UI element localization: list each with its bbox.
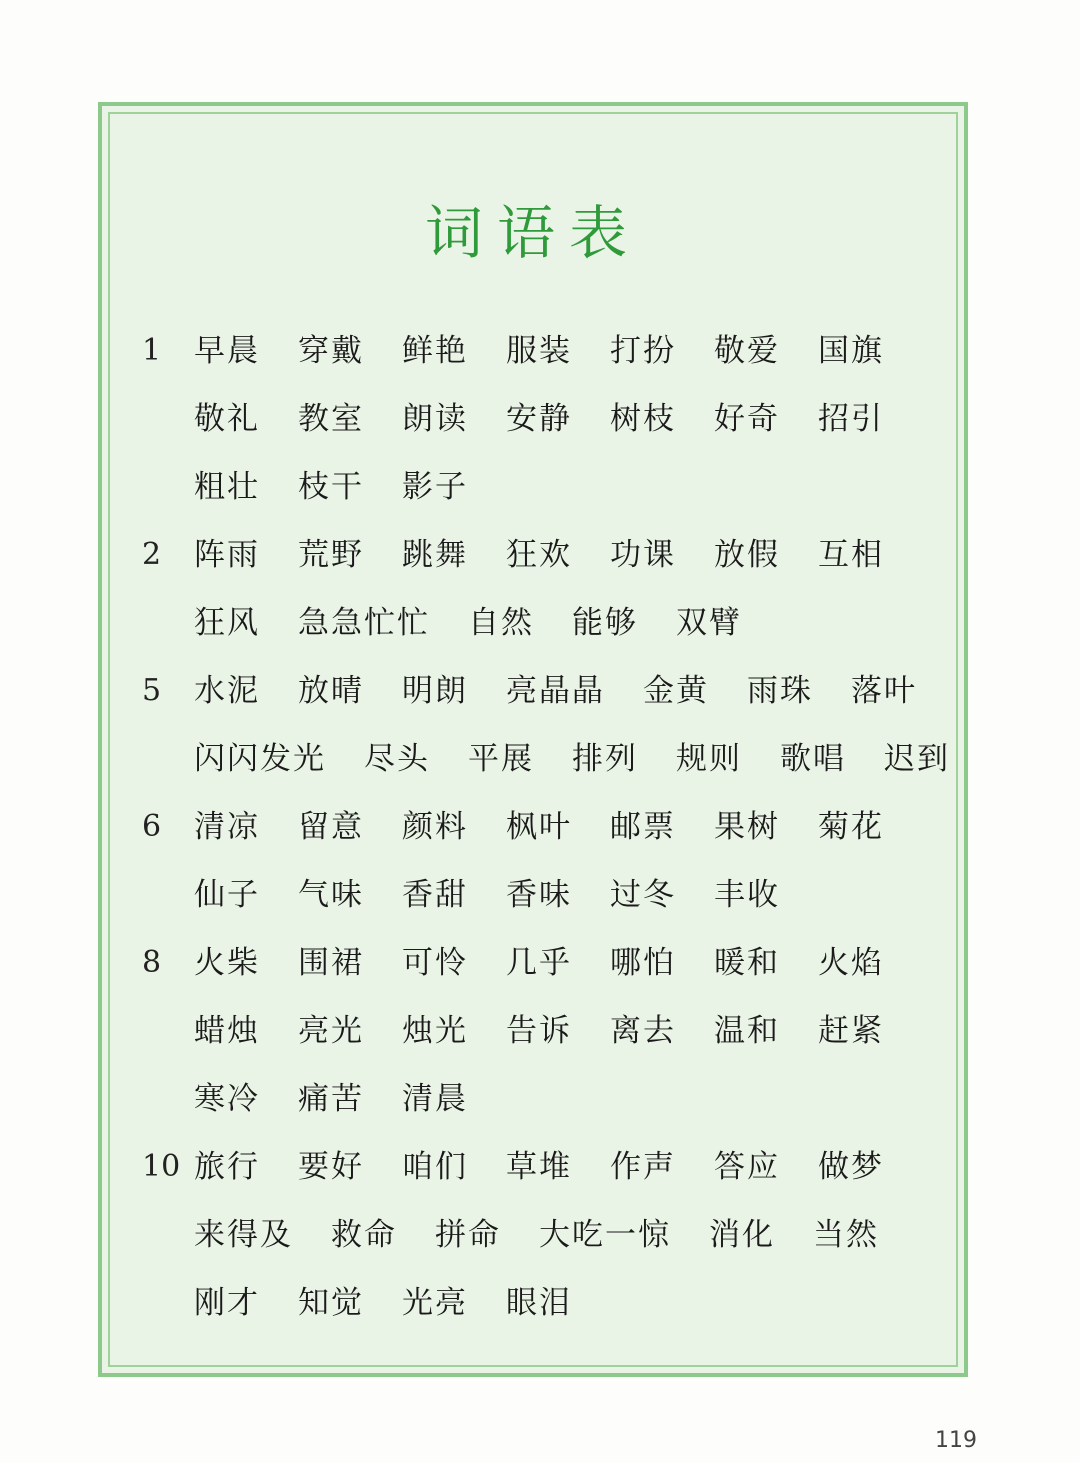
vocabulary-word: 粗壮 (194, 469, 260, 505)
word-group (194, 462, 954, 512)
word-line (102, 666, 964, 716)
word-line (102, 802, 964, 852)
vocabulary-word: 鲜艳 (402, 333, 468, 369)
vocabulary-word: 气味 (298, 877, 364, 913)
vocabulary-word: 早晨 (194, 333, 260, 369)
vocabulary-word: 果树 (714, 809, 780, 845)
vocabulary-word: 水泥 (194, 673, 260, 709)
vocabulary-word: 草堆 (506, 1149, 572, 1185)
vocabulary-word: 赶紧 (818, 1013, 884, 1049)
word-line (102, 394, 964, 444)
lesson-number: 10 (142, 1149, 181, 1184)
vocabulary-word: 离去 (610, 1013, 676, 1049)
vocabulary-word: 菊花 (818, 809, 884, 845)
word-group (194, 666, 954, 716)
word-line (102, 1142, 964, 1192)
vocabulary-word: 清凉 (194, 809, 260, 845)
word-line (102, 734, 964, 784)
vocabulary-word: 哪怕 (610, 945, 676, 981)
vocabulary-word: 几乎 (506, 945, 572, 981)
vocabulary-word: 狂欢 (506, 537, 572, 573)
word-line (102, 1074, 964, 1124)
vocabulary-word: 亮晶晶 (506, 673, 605, 709)
vocabulary-word: 火焰 (818, 945, 884, 981)
vocabulary-word: 仙子 (194, 877, 260, 913)
vocabulary-word: 明朗 (402, 673, 468, 709)
word-group (194, 1278, 954, 1328)
word-line (102, 938, 964, 988)
word-line (102, 598, 964, 648)
vocabulary-word: 金黄 (643, 673, 709, 709)
page-number: 119 (935, 1428, 977, 1453)
vocabulary-word: 围裙 (298, 945, 364, 981)
vocabulary-word: 过冬 (610, 877, 676, 913)
vocabulary-word: 平展 (468, 741, 534, 777)
word-group (194, 598, 954, 648)
vocabulary-word: 安静 (506, 401, 572, 437)
vocabulary-word: 闪闪发光 (194, 741, 326, 777)
vocabulary-word: 蜡烛 (194, 1013, 260, 1049)
vocabulary-word: 颜料 (402, 809, 468, 845)
vocabulary-word: 枫叶 (506, 809, 572, 845)
vocabulary-word: 旅行 (194, 1149, 260, 1185)
word-line (102, 870, 964, 920)
vocabulary-word: 眼泪 (506, 1285, 572, 1321)
vocabulary-word: 功课 (610, 537, 676, 573)
vocabulary-word: 急急忙忙 (298, 605, 430, 641)
vocabulary-word: 能够 (572, 605, 638, 641)
vocabulary-word: 尽头 (364, 741, 430, 777)
vocabulary-word: 光亮 (402, 1285, 468, 1321)
vocabulary-word: 排列 (572, 741, 638, 777)
vocabulary-word: 痛苦 (298, 1081, 364, 1117)
vocabulary-word: 可怜 (402, 945, 468, 981)
vocabulary-word: 火柴 (194, 945, 260, 981)
vocabulary-word: 敬礼 (194, 401, 260, 437)
vocabulary-word: 告诉 (506, 1013, 572, 1049)
vocabulary-word: 答应 (714, 1149, 780, 1185)
vocabulary-word: 歌唱 (780, 741, 846, 777)
word-group (194, 1210, 954, 1260)
page-title: 词语表 (424, 199, 641, 267)
word-line (102, 1006, 964, 1056)
vocabulary-word: 亮光 (298, 1013, 364, 1049)
vocabulary-word: 雨珠 (747, 673, 813, 709)
vocabulary-word: 自然 (468, 605, 534, 641)
vocabulary-word: 规则 (676, 741, 742, 777)
vocabulary-word: 国旗 (818, 333, 884, 369)
vocabulary-word: 教室 (298, 401, 364, 437)
vocabulary-word: 双臂 (676, 605, 742, 641)
vocabulary-word: 寒冷 (194, 1081, 260, 1117)
word-group (194, 1074, 954, 1124)
vocabulary-word: 影子 (402, 469, 468, 505)
vocabulary-word: 丰收 (714, 877, 780, 913)
vocabulary-word: 阵雨 (194, 537, 260, 573)
lesson-number: 8 (142, 945, 162, 980)
word-line (102, 1210, 964, 1260)
vocabulary-word: 放假 (714, 537, 780, 573)
vocabulary-word: 狂风 (194, 605, 260, 641)
vocabulary-word: 救命 (331, 1217, 397, 1253)
vocabulary-word: 温和 (714, 1013, 780, 1049)
vocabulary-word: 香甜 (402, 877, 468, 913)
vocabulary-word: 香味 (506, 877, 572, 913)
word-list-panel (98, 102, 968, 1377)
word-group (194, 530, 954, 580)
lesson-number: 1 (142, 333, 162, 368)
vocabulary-word: 清晨 (402, 1081, 468, 1117)
vocabulary-word: 穿戴 (298, 333, 364, 369)
vocabulary-word: 拼命 (435, 1217, 501, 1253)
vocabulary-word: 暖和 (714, 945, 780, 981)
vocabulary-word: 跳舞 (402, 537, 468, 573)
vocabulary-word: 服装 (506, 333, 572, 369)
word-line (102, 326, 964, 376)
vocabulary-word: 好奇 (714, 401, 780, 437)
word-group (194, 734, 954, 784)
word-group (194, 1006, 954, 1056)
vocabulary-word: 招引 (818, 401, 884, 437)
word-line (102, 1278, 964, 1328)
vocabulary-word: 放晴 (298, 673, 364, 709)
vocabulary-word: 敬爱 (714, 333, 780, 369)
vocabulary-word: 要好 (298, 1149, 364, 1185)
lesson-number: 6 (142, 809, 162, 844)
vocabulary-word: 消化 (709, 1217, 775, 1253)
word-group (194, 1142, 954, 1192)
vocabulary-word: 枝干 (298, 469, 364, 505)
vocabulary-word: 荒野 (298, 537, 364, 573)
vocabulary-word: 打扮 (610, 333, 676, 369)
vocabulary-word: 互相 (818, 537, 884, 573)
vocabulary-word: 留意 (298, 809, 364, 845)
word-group (194, 802, 954, 852)
vocabulary-word: 来得及 (194, 1217, 293, 1253)
lesson-number: 2 (142, 537, 162, 572)
word-line (102, 530, 964, 580)
word-group (194, 870, 954, 920)
vocabulary-word: 当然 (813, 1217, 879, 1253)
lesson-number: 5 (142, 673, 162, 708)
vocabulary-word: 知觉 (298, 1285, 364, 1321)
vocabulary-word: 咱们 (402, 1149, 468, 1185)
word-line (102, 462, 964, 512)
word-group (194, 326, 954, 376)
vocabulary-word: 落叶 (851, 673, 917, 709)
vocabulary-word: 朗读 (402, 401, 468, 437)
vocabulary-word: 作声 (610, 1149, 676, 1185)
vocabulary-word: 迟到 (884, 741, 950, 777)
word-group (194, 394, 954, 444)
vocabulary-word: 做梦 (818, 1149, 884, 1185)
word-group (194, 938, 954, 988)
vocabulary-word: 烛光 (402, 1013, 468, 1049)
vocabulary-word: 树枝 (610, 401, 676, 437)
vocabulary-word: 大吃一惊 (539, 1217, 671, 1253)
vocabulary-word: 邮票 (610, 809, 676, 845)
vocabulary-word: 刚才 (194, 1285, 260, 1321)
